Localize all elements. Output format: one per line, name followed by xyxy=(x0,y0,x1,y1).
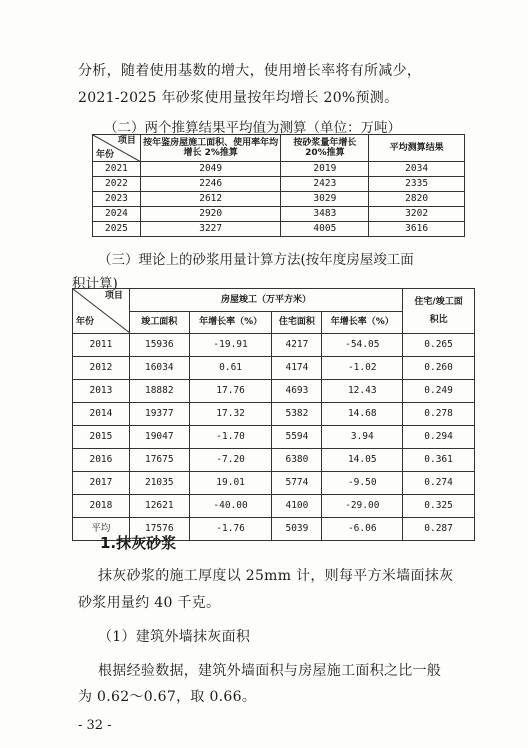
table-row xyxy=(93,207,465,222)
corner-label-top: 项目 xyxy=(104,291,123,301)
table-corner-cell xyxy=(73,289,130,334)
cell: -29.00 xyxy=(322,495,403,518)
cell: 16034 xyxy=(129,357,189,380)
column-header: 按年鉴房屋施工面积、使用率年均增长 2%推算 xyxy=(140,135,281,162)
table-corner-cell xyxy=(93,135,141,162)
cell: 17576 xyxy=(129,518,189,541)
cell: 12.43 xyxy=(322,380,403,403)
cell: 2423 xyxy=(281,177,369,192)
cell: 2012 xyxy=(73,357,130,380)
cell: 2017 xyxy=(73,472,130,495)
group-header: 房屋竣工（万平方米） xyxy=(129,289,402,312)
paragraph-line: 砂浆用量约 40 千克。 xyxy=(78,595,221,611)
cell: 2920 xyxy=(140,207,281,222)
cell: 0.265 xyxy=(403,334,475,357)
cell: 0.294 xyxy=(403,426,475,449)
table1-caption: （二）两个推算结果平均值为测算（单位：万吨） xyxy=(104,120,401,136)
cell: 2021 xyxy=(93,162,141,177)
cell: 14.68 xyxy=(322,403,403,426)
cell: 17.32 xyxy=(189,403,272,426)
column-header: 按砂浆量年增长 20%推算 xyxy=(281,135,369,162)
cell: 2015 xyxy=(73,426,130,449)
table-row xyxy=(73,403,475,426)
cell: 2016 xyxy=(73,449,130,472)
sub-heading: （1）建筑外墙抹灰面积 xyxy=(98,629,251,645)
table-row xyxy=(73,472,475,495)
cell: -6.06 xyxy=(322,518,403,541)
column-header: 住宅面积 xyxy=(272,311,322,334)
cell: 3.94 xyxy=(322,426,403,449)
cell: 4693 xyxy=(272,380,322,403)
page-number: - 32 - xyxy=(78,718,112,733)
table-row xyxy=(93,177,465,192)
cell: 2246 xyxy=(140,177,281,192)
cell: 14.05 xyxy=(322,449,403,472)
cell: 17675 xyxy=(129,449,189,472)
cell: 19.01 xyxy=(189,472,272,495)
paragraph-line: 根据经验数据，建筑外墙面积与房屋施工面积之比一般 xyxy=(98,663,442,679)
cell: 0.274 xyxy=(403,472,475,495)
cell: 21035 xyxy=(129,472,189,495)
cell: 6380 xyxy=(272,449,322,472)
table2-caption: 积计算) xyxy=(72,276,118,292)
table-row xyxy=(73,380,475,403)
ratio-header-line: 积比 xyxy=(429,315,448,325)
cell: 0.61 xyxy=(189,357,272,380)
column-header xyxy=(403,289,475,334)
column-header: 年增长率（%） xyxy=(322,311,403,334)
cell: 2014 xyxy=(73,403,130,426)
section-heading: 1.抹灰砂浆 xyxy=(100,534,177,552)
cell: -9.50 xyxy=(322,472,403,495)
table-row xyxy=(93,192,465,207)
table-completion xyxy=(72,288,475,541)
table-row xyxy=(73,334,475,357)
cell: 3227 xyxy=(140,222,281,237)
cell: 3616 xyxy=(369,222,465,237)
cell: 2335 xyxy=(369,177,465,192)
cell: -7.20 xyxy=(189,449,272,472)
column-header: 竣工面积 xyxy=(129,311,189,334)
corner-label-top: 项目 xyxy=(117,136,136,146)
cell: 0.325 xyxy=(403,495,475,518)
cell: 4100 xyxy=(272,495,322,518)
cell: 平均 xyxy=(73,518,130,541)
cell: 4005 xyxy=(281,222,369,237)
cell: 3202 xyxy=(369,207,465,222)
cell: 0.249 xyxy=(403,380,475,403)
cell: 0.260 xyxy=(403,357,475,380)
cell: -1.76 xyxy=(189,518,272,541)
cell: 3483 xyxy=(281,207,369,222)
corner-label-bottom: 年份 xyxy=(76,316,95,327)
cell: 5039 xyxy=(272,518,322,541)
cell: 5594 xyxy=(272,426,322,449)
cell: 0.361 xyxy=(403,449,475,472)
cell: 17.76 xyxy=(189,380,272,403)
cell: 0.278 xyxy=(403,403,475,426)
cell: 2013 xyxy=(73,380,130,403)
cell: 4217 xyxy=(272,334,322,357)
cell: 2025 xyxy=(93,222,141,237)
cell: 19377 xyxy=(129,403,189,426)
table-row xyxy=(93,162,465,177)
cell: 15936 xyxy=(129,334,189,357)
paragraph-line: 分析，随着使用基数的增大，使用增长率将有所减少， xyxy=(78,63,422,79)
cell: -40.00 xyxy=(189,495,272,518)
cell: 3029 xyxy=(281,192,369,207)
cell: 2022 xyxy=(93,177,141,192)
corner-label-bottom: 年份 xyxy=(96,149,115,160)
table-row xyxy=(73,357,475,380)
cell: 19047 xyxy=(129,426,189,449)
table-row xyxy=(93,222,465,237)
cell: 2019 xyxy=(281,162,369,177)
table2-caption: （三）理论上的砂浆用量计算方法(按年度房屋竣工面 xyxy=(98,252,414,268)
table-row xyxy=(73,426,475,449)
paragraph-line: 为 0.62～0.67，取 0.66。 xyxy=(78,689,257,705)
table-row xyxy=(73,495,475,518)
cell: -1.70 xyxy=(189,426,272,449)
column-header: 平均测算结果 xyxy=(369,135,465,162)
cell: -54.05 xyxy=(322,334,403,357)
cell: 4174 xyxy=(272,357,322,380)
cell: -1.02 xyxy=(322,357,403,380)
cell: 0.287 xyxy=(403,518,475,541)
cell: 18882 xyxy=(129,380,189,403)
cell: 2034 xyxy=(369,162,465,177)
cell: 2820 xyxy=(369,192,465,207)
cell: 12621 xyxy=(129,495,189,518)
cell: 2049 xyxy=(140,162,281,177)
cell: 2023 xyxy=(93,192,141,207)
paragraph-line: 2021-2025 年砂浆使用量按年均增长 20%预测。 xyxy=(78,90,399,106)
ratio-header-line: 住宅/竣工面 xyxy=(414,296,463,307)
cell: 2018 xyxy=(73,495,130,518)
table-row xyxy=(73,449,475,472)
column-header: 年增长率（%） xyxy=(189,311,272,334)
paragraph-line: 抹灰砂浆的施工厚度以 25mm 计，则每平方米墙面抹灰 xyxy=(98,568,454,584)
table-projection xyxy=(92,134,465,237)
cell: 2612 xyxy=(140,192,281,207)
cell: 5774 xyxy=(272,472,322,495)
cell: 2011 xyxy=(73,334,130,357)
cell: 5382 xyxy=(272,403,322,426)
cell: -19.91 xyxy=(189,334,272,357)
cell: 2024 xyxy=(93,207,141,222)
